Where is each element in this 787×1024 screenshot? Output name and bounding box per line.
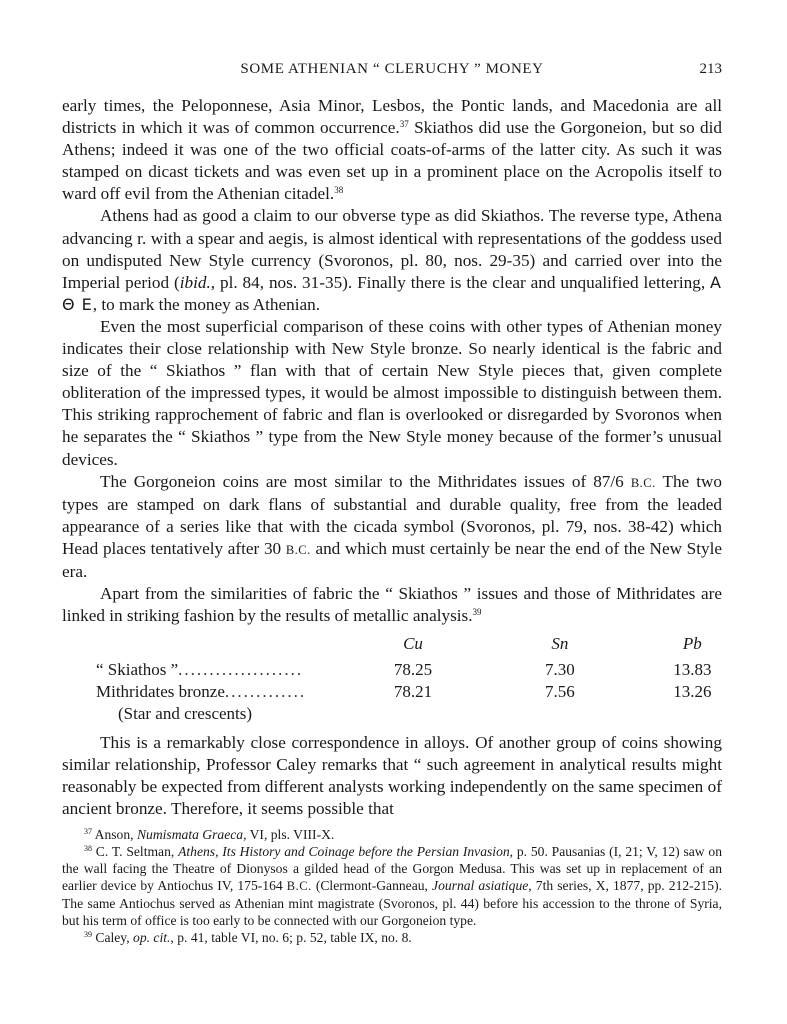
row-name: Mithridates bronze — [96, 682, 225, 702]
paragraph — [62, 583, 722, 627]
text-run: Skiathos did use the Gorgoneion, but so did Athens; indeed it was one of the two official coats-of-arms of the latter city. As such it was stamped on dicast tickets and was even set up in a prominent place on the Acropolis itself to ward off evil from the Athenian citadel. — [62, 118, 722, 204]
body-text — [62, 95, 722, 820]
italic-text: Journal asiatique — [432, 878, 529, 893]
text-run: C. T. Seltman, — [92, 844, 179, 859]
footnotes — [62, 826, 722, 946]
page-number: 213 — [699, 61, 722, 77]
italic-text: Numismata Graeca — [136, 827, 244, 842]
row-name: “ Skiathos ” — [96, 660, 179, 680]
footnote-39 — [62, 929, 722, 946]
footnote-number: 39 — [84, 930, 92, 939]
cell-sn: 7.56 — [545, 682, 575, 702]
cell-pb: 13.26 — [673, 682, 712, 702]
paragraph — [62, 471, 722, 583]
cell-pb: 13.83 — [673, 660, 712, 680]
paragraph — [62, 95, 722, 205]
italic-text: ibid. — [179, 272, 211, 292]
paragraph — [62, 732, 722, 820]
italic-text: op. cit. — [133, 930, 171, 945]
era-abbreviation: B.C. — [285, 542, 311, 557]
text-run: and which must certainly be near the end of the New Style era. — [62, 538, 722, 581]
greek-lettering: Α Θ Ε — [62, 272, 722, 314]
table-row — [96, 659, 722, 681]
table-header-blank — [96, 633, 369, 659]
table-row — [96, 703, 722, 725]
era-abbreviation: B.C. — [286, 879, 312, 893]
footnote-ref: 38 — [334, 185, 344, 196]
page-header — [62, 61, 722, 83]
text-run: Caley, — [92, 930, 134, 945]
era-abbreviation: B.C. — [630, 475, 656, 490]
paragraph — [62, 316, 722, 471]
footnote-ref: 37 — [399, 119, 409, 130]
row-label — [96, 681, 369, 703]
cell-sn: 7.30 — [545, 660, 575, 680]
footnote-number: 37 — [84, 827, 92, 836]
column-header-cu: Cu — [403, 634, 423, 654]
footnote-number: 38 — [84, 844, 92, 853]
table-header-row — [96, 633, 722, 659]
footnote-ref: 39 — [472, 607, 482, 618]
running-title: SOME ATHENIAN “ CLERUCHY ” MONEY — [240, 61, 544, 77]
table-row — [96, 681, 722, 703]
footnote-38 — [62, 843, 722, 929]
text-run: , to mark the money as Athenian. — [92, 294, 321, 314]
column-header-pb: Pb — [682, 634, 702, 654]
metallic-analysis-table — [96, 633, 722, 725]
italic-text: Athens, Its History and Coinage before the Persian Invasion — [178, 844, 510, 859]
paragraph — [62, 205, 722, 315]
text-run: Even the most superficial comparison of these coins with other types of Athenian money indicates their close relationship with New Style bronze. So nearly identical is the fabric and size of the “ Skiathos ” flan with that of certain New Style pieces that, given complete obliteration of the impressed types, it would be almost impossible to distinguish between them. This striking rapprochement of fabric and flan is overlooked or disregarded by Svoronos when he separates the “ Skiathos ” type from the New Style money because of the former’s unusual devices. — [62, 316, 722, 469]
text-run: The two types are stamped on dark flans of substantial and durable quality, free from the leaded appearance of a series like that with the cicada symbol (Svoronos, pl. 79, nos. 38-42) which Head places tentatively after 30 — [62, 471, 722, 558]
text-run: The Gorgoneion coins are most similar to the Mithridates issues of 87/6 — [100, 471, 631, 491]
text-run: (Clermont-Ganneau, — [311, 878, 433, 893]
text-run: , p. 41, table VI, no. 6; p. 52, table IX, no. 8. — [170, 930, 412, 945]
text-run: early times, the Peloponnese, Asia Minor, Lesbos, the Pontic lands, and Macedonia are all districts in which it was of common occurrence. — [62, 96, 722, 138]
text-run: Apart from the similarities of fabric the “ Skiathos ” issues and those of Mithridates are linked in striking fashion by the results of metallic analysis. — [62, 584, 722, 626]
text-run: Anson, — [92, 827, 137, 842]
cell-cu: 78.25 — [393, 660, 433, 680]
text-run: , pl. 84, nos. 31-35). Finally there is the clear and unqualified lettering, — [210, 272, 711, 292]
row-label — [96, 659, 369, 681]
text-run: , 7th series, X, 1877, pp. 212-215). The same Antiochus served as Athenian mint magistrate (Svoronos, pl. 44) before his accession to the throne of Syria, but his term of office is too early to be connected with our Gorgoneion type. — [62, 878, 723, 928]
footnote-37 — [62, 826, 722, 843]
row-subnote: (Star and crescents) — [118, 704, 253, 724]
column-header-sn: Sn — [551, 634, 569, 654]
dot-leader: ............. — [224, 682, 307, 702]
text-run: , p. 50. Pausanias (I, 21; V, 12) saw on the wall facing the Theatre of Dionysos a gilded head of the Gorgon Medusa. This was set up in replacement of an earlier device by Antiochus IV, 175-164 — [62, 844, 722, 893]
text-run: Athens had as good a claim to our obverse type as did Skiathos. The reverse type, Athena advancing r. with a spear and aegis, is almost identical with representations of the goddess used on undisputed New Style currency (Svoronos, pl. 80, nos. 29-35) and carried over into the Imperial period ( — [62, 206, 722, 292]
text-run: , VI, pls. VIII-X. — [243, 827, 335, 842]
text-run: This is a remarkably close correspondence in alloys. Of another group of coins showing similar relationship, Professor Caley remarks that “ such agreement in analytical results might reasonably be expected from different analysts working independently on the same specimen of ancient bronze. Therefore, it seems possible that — [62, 732, 722, 818]
cell-cu: 78.21 — [393, 682, 433, 702]
dot-leader: .................... — [178, 660, 304, 680]
